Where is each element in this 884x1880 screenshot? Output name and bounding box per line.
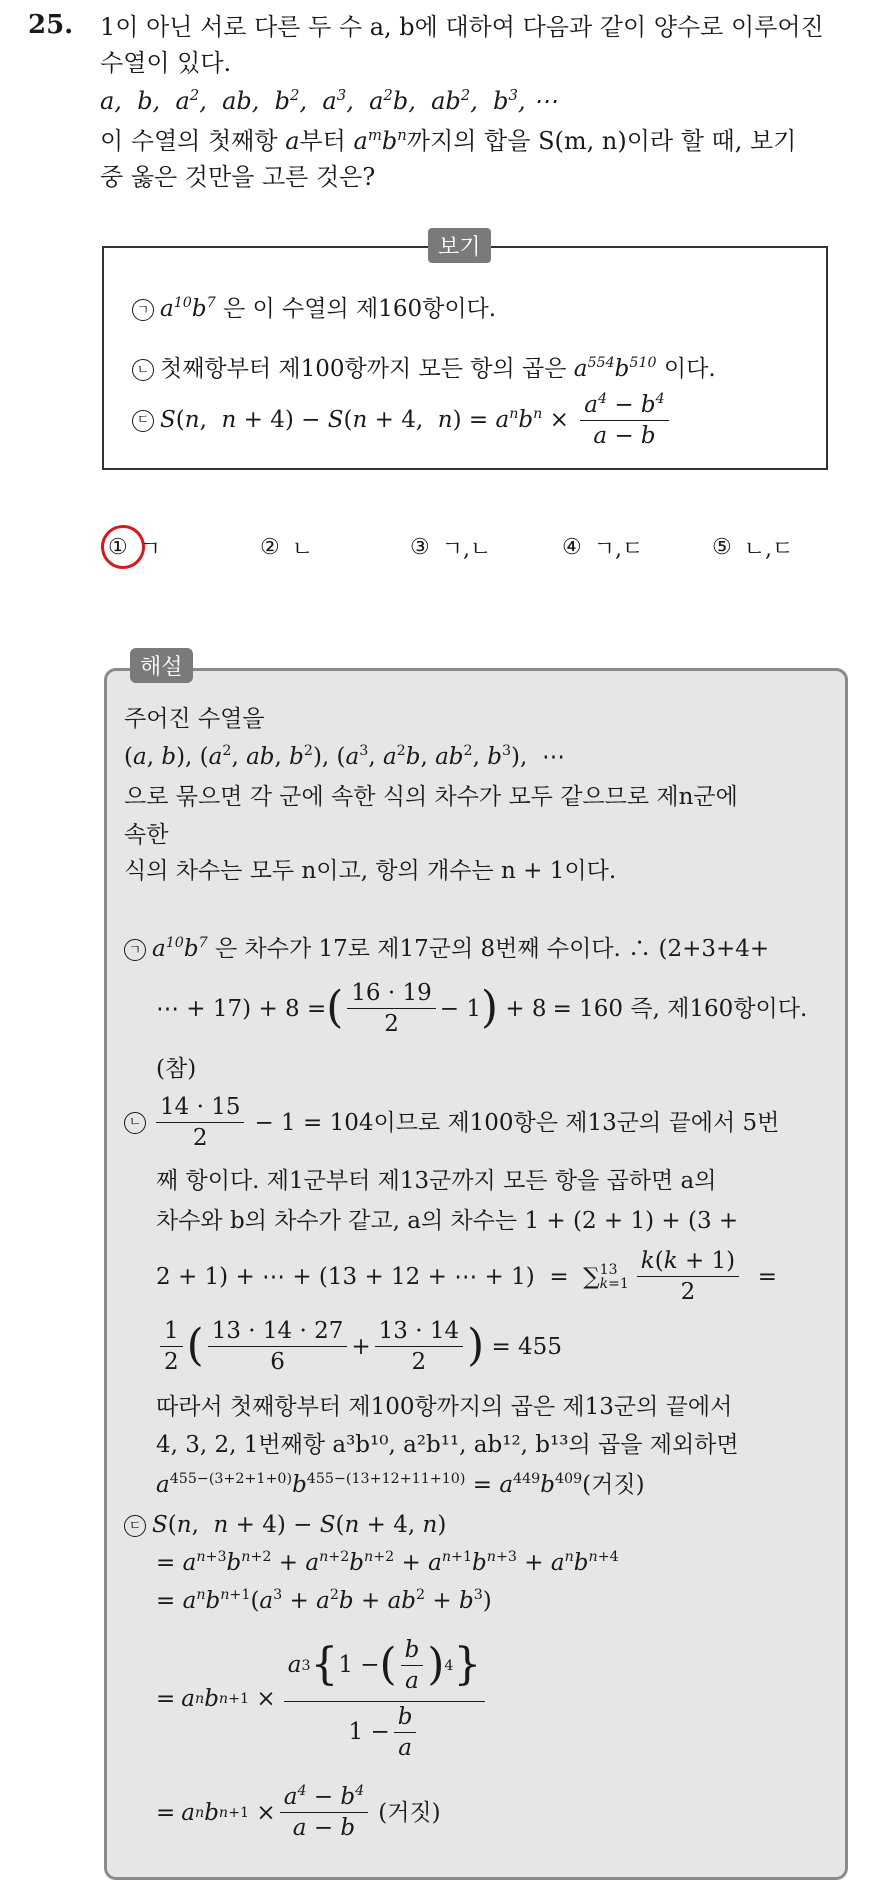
sol-a-true: (참) <box>156 1056 197 1082</box>
question-line-4: 이 수열의 첫째항 a부터 $a^mb^n$까지의 합을 S(m, n)이라 할 때, 보기 <box>100 125 797 155</box>
choice-1[interactable]: ① ㄱ <box>108 535 161 562</box>
sol-b-line-7: 4, 3, 2, 1번째항 a³b¹⁰, a²b¹¹, ab¹², b¹³의 곱을 제외하면 <box>156 1432 739 1458</box>
sol-c-line-3: = $a^nb^{n+1}(a^3 + a^2b + ab^2 + b^3)$ <box>156 1587 492 1614</box>
sol-b-line-6: 따라서 첫째항부터 제100항까지의 곱은 제13군의 끝에서 <box>156 1394 733 1420</box>
example-item-2: ㄴ 첫째항부터 제100항까지 모든 항의 곱은 $a^{554}b^{510}$ 이다. <box>132 350 716 383</box>
choice-5[interactable]: ⑤ ㄴ,ㄷ <box>712 535 794 562</box>
item-marker-giyeok: ㄱ <box>132 299 154 321</box>
sol-line-4: 속한 <box>124 822 169 848</box>
item-marker-nieun: ㄴ <box>132 359 154 381</box>
sol-b-line-2: 째 항이다. 제1군부터 제13군까지 모든 항을 곱하면 a의 <box>156 1168 717 1194</box>
solution-title: 해설 <box>130 648 193 683</box>
sol-b-line-5: $\frac{1}{2}$ ( $\frac{13 \cdot 14 \cdot 27}{6}$ + $\frac{13 \cdot 14}{2}$ ) = 455 <box>156 1318 562 1376</box>
sol-line-5: 식의 차수는 모두 n이고, 항의 개수는 n + 1이다. <box>124 858 617 884</box>
sol-b-line-3: 차수와 b의 차수가 같고, a의 차수는 1 + (2 + 1) + (3 + <box>156 1208 739 1234</box>
question-number: 25. <box>28 10 74 40</box>
question-line-1: 1이 아닌 서로 다른 두 수 a, b에 대하여 다음과 같이 양수로 이루어진 <box>100 13 824 41</box>
example-item-1: ㄱ $a^{10}b^7$ 은 이 수열의 제160항이다. <box>132 290 496 323</box>
sol-b-line-8: $a^{455-(3+2+1+0)}b^{455-(13+12+11+10)} = a^{449}b^{409}$(거짓) <box>156 1471 645 1498</box>
sol-b-line-1: ㄴ $\frac{14 \cdot 15}{2}$ − 1 = 104이므로 제100항은 제13군의 끝에서 5번 <box>124 1094 779 1152</box>
example-item-3: ㄷ S(n, n + 4) − S(n + 4, $n) = a^nb^n$ × $\frac{a^4 - b^4}{a - b}$ <box>132 392 673 450</box>
choice-4[interactable]: ④ ㄱ,ㄷ <box>562 535 644 562</box>
sol-line-1: 주어진 수열을 <box>124 706 265 732</box>
sol-marker-giyeok: ㄱ <box>124 939 146 961</box>
question-line-2: 수열이 있다. <box>100 49 232 77</box>
choice-3[interactable]: ③ ㄱ,ㄴ <box>410 535 492 562</box>
sol-c-line-4: = a n b n+1 × a 3 { 1 − ( $\frac{b}{a}$ ) 4 } 1 − $\frac{b}{a}$ <box>156 1624 489 1774</box>
item-marker-digeut: ㄷ <box>132 410 154 432</box>
choice-2[interactable]: ② ㄴ <box>260 535 313 562</box>
sol-b-line-4: 2 + 1) + ⋯ + (13 + 12 + ⋯ + 1) = ∑ 13 k=1 $\frac{k(k + 1)}{2}$ = <box>156 1248 778 1306</box>
sol-c-line-2: = $a^{n+3}b^{n+2} + a^{n+2}b^{n+2} + a^{n+1}b^{n+3} + a^nb^{n+4}$ <box>156 1549 619 1576</box>
sol-marker-digeut: ㄷ <box>124 1515 146 1537</box>
sol-c-line-1: ㄷ S(n, n + 4) − S(n + 4, n) <box>124 1510 446 1540</box>
sol-a-line-1: ㄱ $a^{10}b^7$ 은 차수가 17로 제17군의 8번째 수이다. ∴ (2+3+4+ <box>124 934 769 964</box>
sol-marker-nieun: ㄴ <box>124 1112 146 1134</box>
question-line-5: 중 옳은 것만을 고른 것은? <box>100 163 376 191</box>
sol-c-line-5: = a n b n+1 × $\frac{a^4 - b^4}{a - b}$ (거짓) <box>156 1783 441 1842</box>
example-box-title: 보기 <box>428 228 491 263</box>
sol-line-3: 으로 묶으면 각 군에 속한 식의 차수가 모두 같으므로 제n군에 <box>124 784 738 810</box>
question-sequence: a, b, $a^2$, ab, $b^2$, $a^3$, $a^2b$, $ab^2$, $b^3$, ⋯ <box>100 85 558 115</box>
sol-a-line-2: ⋯ + 17) + 8 = ( $\frac{16 \cdot 19}{2}$ − 1 ) + 8 = 160 즉, 제160항이다. <box>156 980 808 1038</box>
sol-line-2: (a, b), ($a^2$, ab, $b^2$), ($a^3$, $a^2b$, $ab^2$, $b^3$), ⋯ <box>124 743 565 770</box>
